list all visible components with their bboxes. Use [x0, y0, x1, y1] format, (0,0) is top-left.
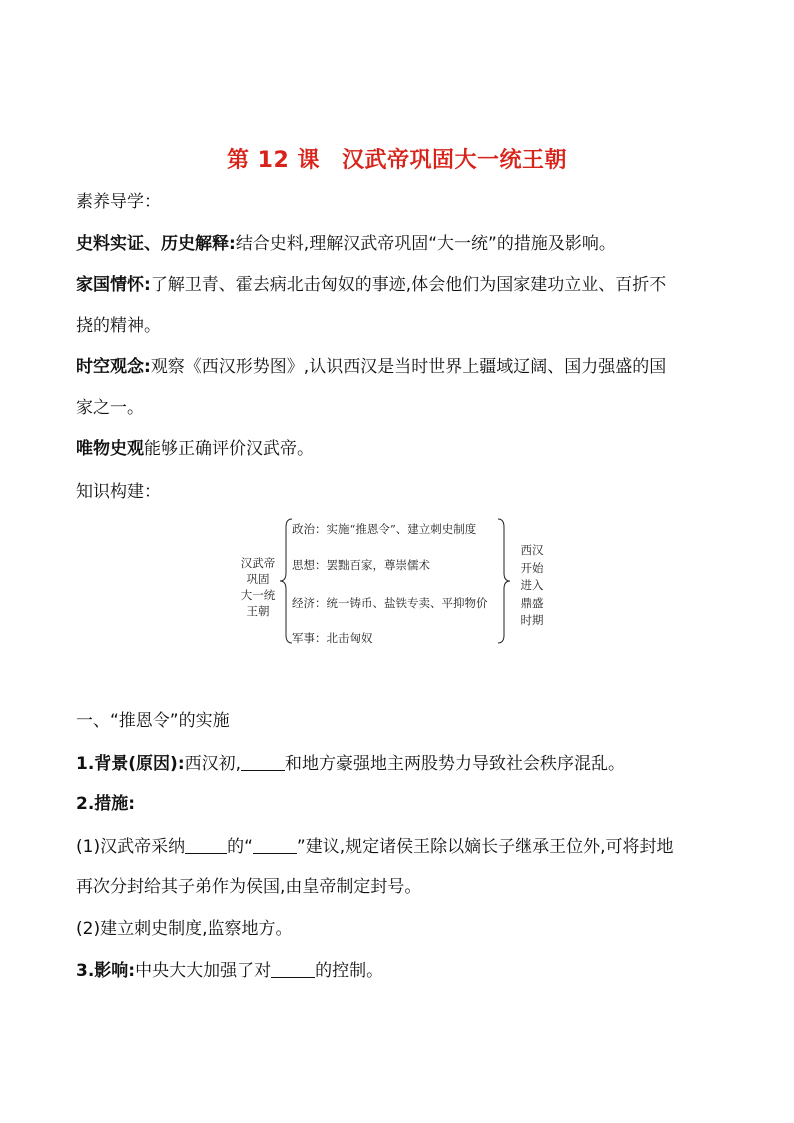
diagram-right-label: 西汉 开始 进入 鼎盛 时期	[520, 543, 544, 627]
diagram-item-thought: 思想：罢黜百家，尊崇儒术	[292, 558, 430, 572]
guide-item-2: 家国情怀:了解卫青、霍去病北击匈奴的事迹,体会他们为国家建功立业、百折不	[76, 275, 667, 295]
measure-1-cont: 再次分封给其子弟作为侯国,由皇帝制定封号。	[76, 877, 422, 897]
impact-line: 3.影响:中央大大加强了对 的控制。	[76, 961, 384, 981]
measure-1: (1)汉武帝采纳 的“ ”建议,规定诸侯王除以嫡长子继承王位外,可将封地	[76, 837, 674, 857]
section-heading: 一、“推恩令”的实施	[76, 711, 230, 731]
page-title	[0, 143, 794, 174]
lesson-number: 第 12 课	[227, 148, 320, 173]
guide-item-4: 唯物史观能够正确评价汉武帝。	[76, 439, 314, 459]
knowledge-diagram	[230, 515, 560, 650]
diagram-item-military: 军事：北击匈奴	[292, 631, 373, 645]
diagram-left-label: 汉武帝 巩固 大一统 王朝	[240, 556, 276, 618]
measure-2: (2)建立刺史制度,监察地方。	[76, 919, 293, 939]
guide-item-1: 史料实证、历史解释:结合史料,理解汉武帝巩固“大一统”的措施及影响。	[76, 234, 616, 254]
answer-blank[interactable]	[185, 835, 227, 854]
background-line: 1.背景(原因):西汉初, 和地方豪强地主两股势力导致社会秩序混乱。	[76, 754, 626, 774]
lesson-title: 汉武帝巩固大一统王朝	[341, 148, 567, 173]
diagram-item-politics: 政治：实施“推恩令”、建立刺史制度	[292, 522, 477, 536]
knowledge-heading: 知识构建：	[76, 482, 161, 502]
guide-heading: 素养导学：	[76, 192, 161, 212]
guide-item-3-cont: 家之一。	[76, 398, 144, 418]
guide-item-3: 时空观念:观察《西汉形势图》,认识西汉是当时世界上疆域辽阔、国力强盛的国	[76, 357, 667, 377]
guide-item-2-cont: 挠的精神。	[76, 316, 161, 336]
answer-blank[interactable]	[241, 752, 285, 771]
answer-blank[interactable]	[271, 959, 315, 978]
answer-blank[interactable]	[253, 835, 297, 854]
diagram-item-economy: 经济：统一铸币、盐铁专卖、平抑物价	[292, 596, 488, 610]
measures-label: 2.措施:	[76, 794, 136, 814]
